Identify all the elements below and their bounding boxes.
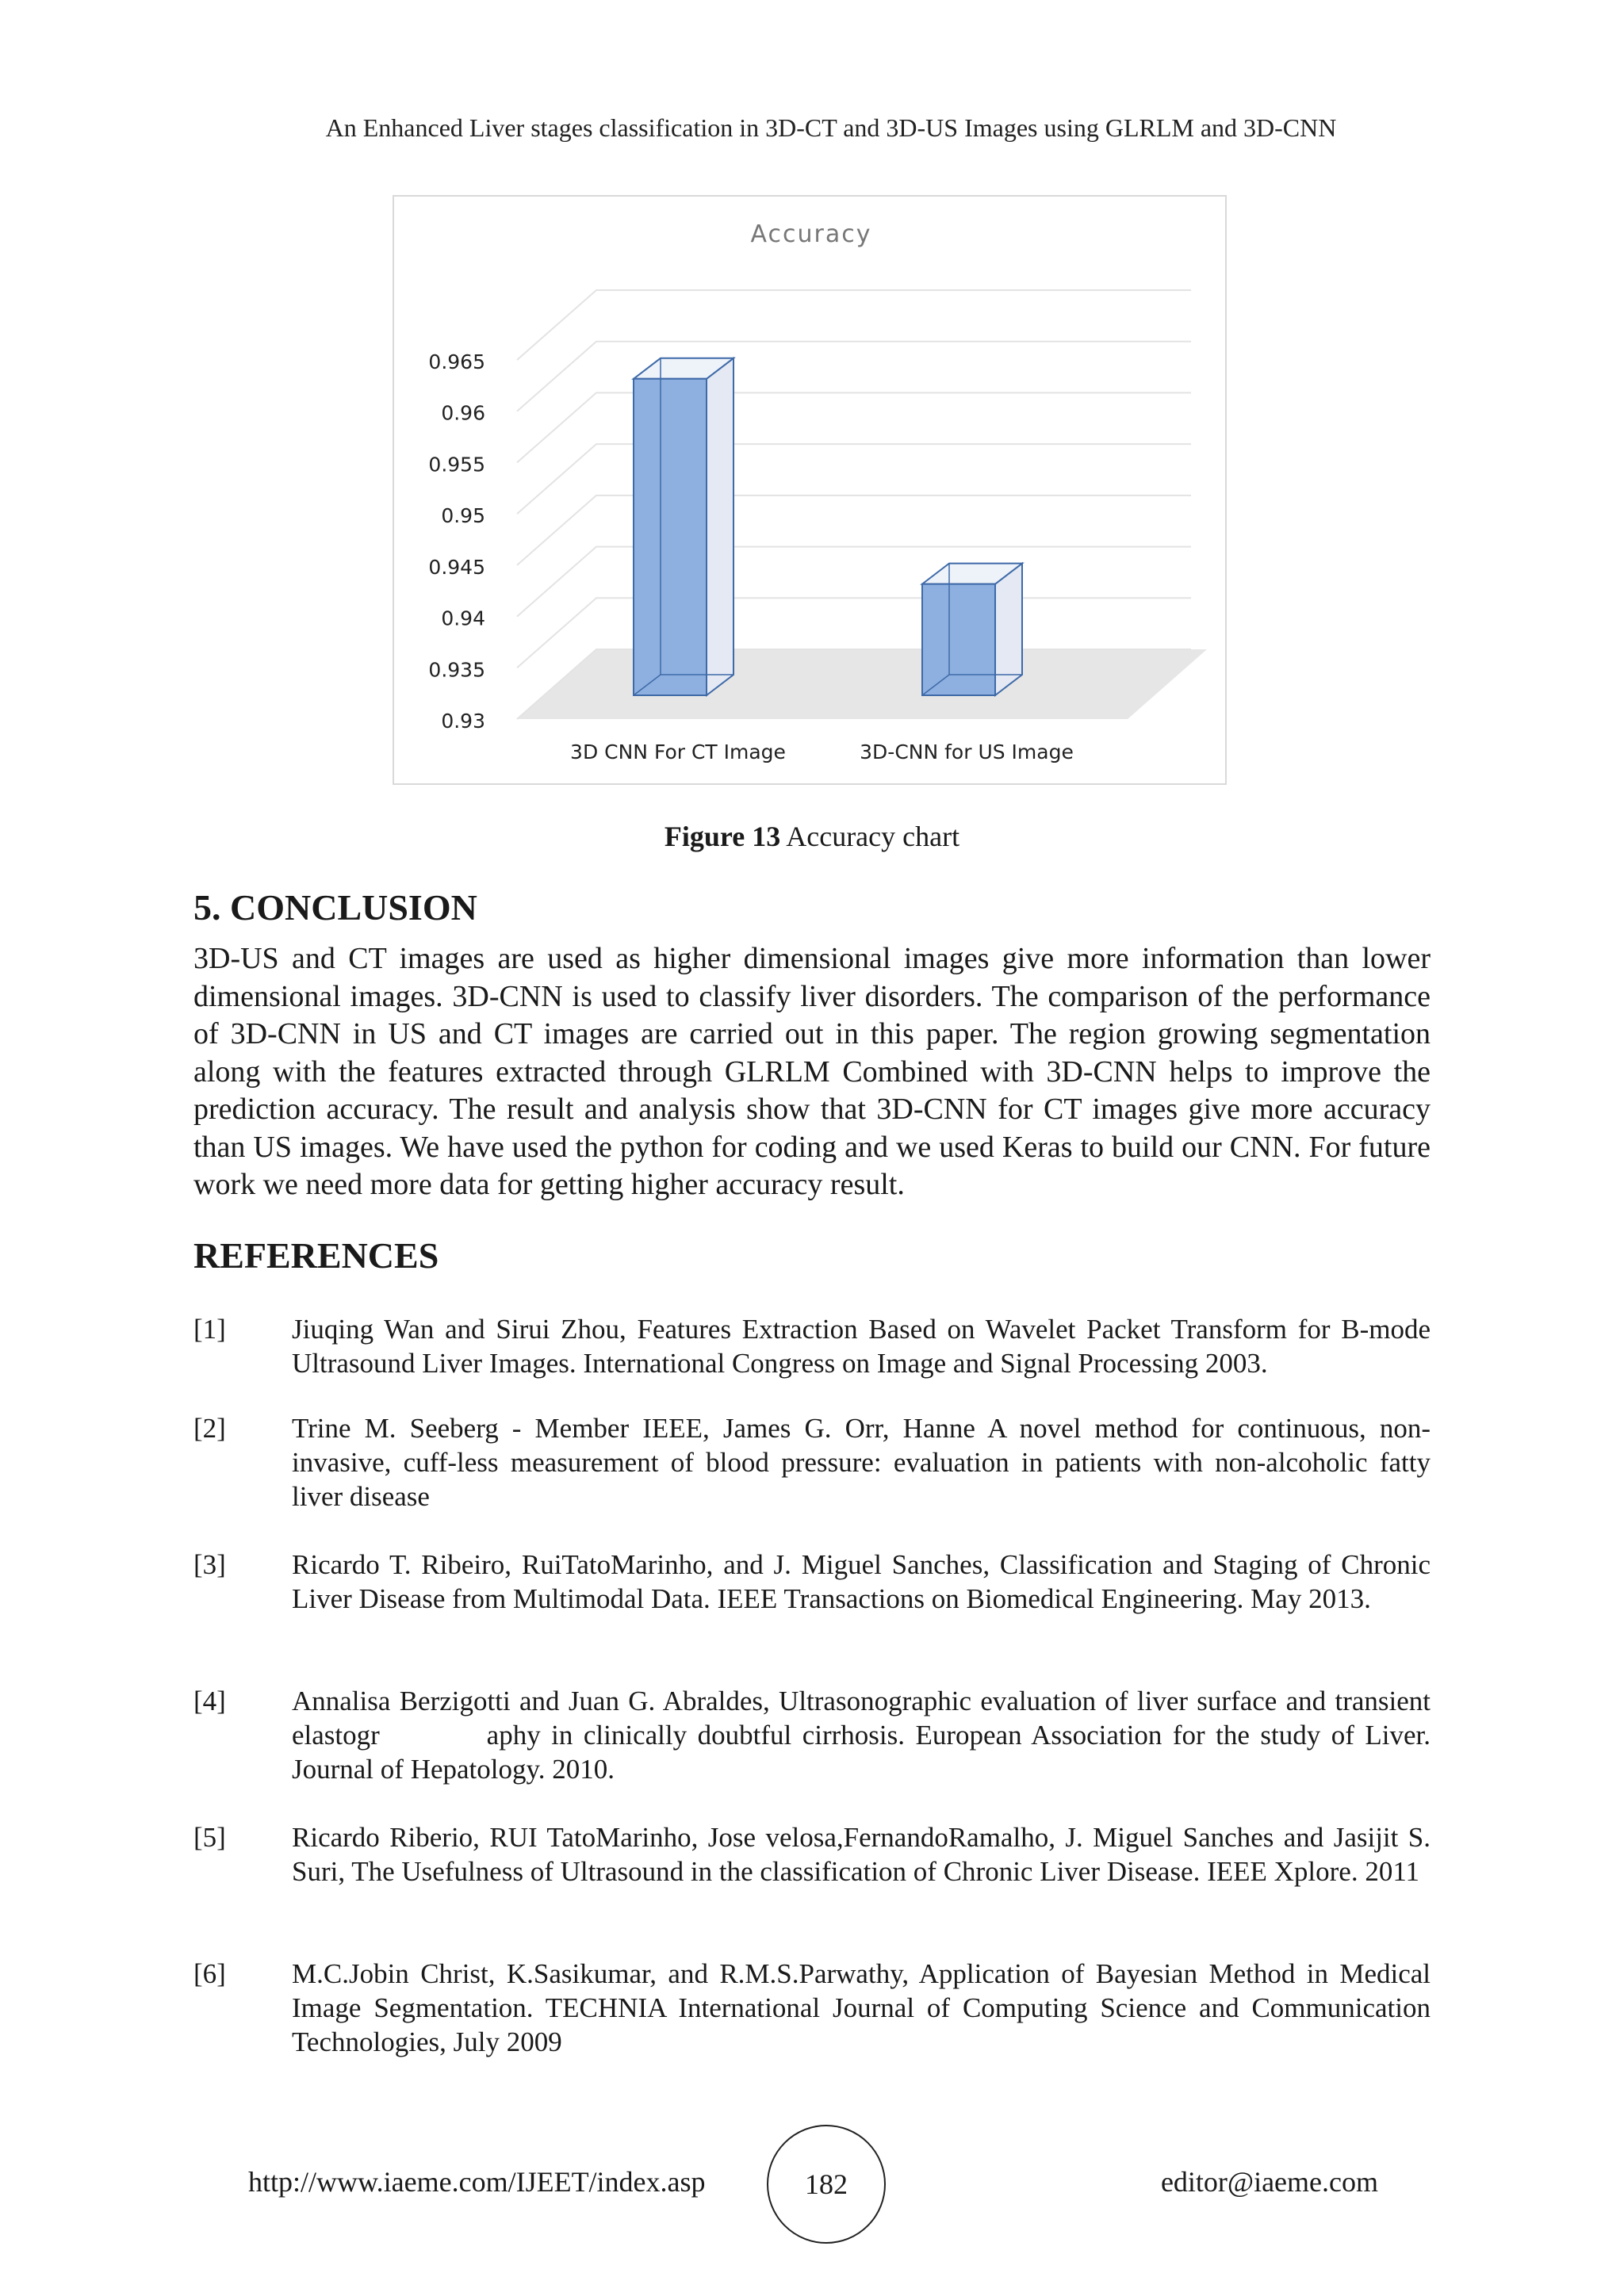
footer-url-link[interactable]: http://www.iaeme.com/IJEET/index.asp bbox=[248, 2166, 706, 2198]
figure-caption-text: Accuracy chart bbox=[786, 821, 960, 852]
y-tick-label: 0.96 bbox=[441, 401, 485, 425]
conclusion-paragraph: 3D-US and CT images are used as higher dimensional images give more information than lower dimensional images. 3D-CNN is used to classify liver disorders. The comparison of the performance of 3D-CNN in US and CT images are carried out in this paper. The region growing segmentation along with the features extracted through GLRLM Combined with 3D-CNN helps to improve the prediction accuracy. The result and analysis show that 3D-CNN for CT images give more accuracy than US images. We have used the python for coding and we used Keras to build our CNN. For future work we need more data for getting higher accuracy result. bbox=[193, 942, 1431, 1201]
reference-text: Jiuqing Wan and Sirui Zhou, Features Extraction Based on Wavelet Packet Transform for B-mode Ultrasound Liver Images. International Congress on Image and Signal Processing 2003. bbox=[292, 1314, 1431, 1379]
running-header: An Enhanced Liver stages classification in 3D-CT and 3D-US Images using GLRLM and 3D-CNN bbox=[325, 113, 1337, 142]
y-tick-label: 0.95 bbox=[441, 504, 485, 528]
bar-side bbox=[995, 564, 1022, 695]
chart-title: Accuracy bbox=[750, 220, 872, 248]
gridline bbox=[517, 290, 1191, 360]
reference-text: Annalisa Berzigotti and Juan G. Abraldes, Ultrasonographic evaluation of liver surface and transient elastogr aphy in clinically doubtful cirrhosis. European Association for the study of Liver. Journal of Hepatology. 2010. bbox=[292, 1686, 1438, 1785]
chart-floor bbox=[517, 649, 1207, 719]
gridline bbox=[517, 342, 1191, 411]
gridline bbox=[517, 496, 1191, 565]
reference-number: [3] bbox=[193, 1549, 226, 1580]
reference-text: Ricardo Riberio, RUI TatoMarinho, Jose velosa,FernandoRamalho, J. Miguel Sanches and Jasijit S. Suri, The Usefulness of Ultrasound in the classification of Chronic Liver Disease. IEEE Xplore. 2011 bbox=[292, 1822, 1431, 1887]
gridline bbox=[517, 444, 1191, 514]
gridline bbox=[517, 392, 1191, 462]
reference-number: [5] bbox=[193, 1822, 226, 1853]
x-tick-label: 3D-CNN for US Image bbox=[860, 740, 1074, 763]
reference-number: [4] bbox=[193, 1686, 226, 1716]
reference-text: Ricardo T. Ribeiro, RuiTatoMarinho, and J. Miguel Sanches, Classification and Staging of Chronic Liver Disease from Multimodal Data. IEEE Transactions on Biomedical Engineering. May 2013. bbox=[292, 1549, 1431, 1614]
reference-item bbox=[193, 1548, 1431, 1616]
reference-item bbox=[193, 1957, 1431, 2059]
figure-label: Figure 13 bbox=[664, 821, 781, 852]
y-tick-label: 0.965 bbox=[428, 350, 485, 373]
y-tick-label: 0.955 bbox=[428, 453, 485, 476]
y-tick-label: 0.945 bbox=[428, 555, 485, 579]
bar-side bbox=[707, 358, 733, 695]
reference-number: [6] bbox=[193, 1958, 226, 1989]
page-number: 182 bbox=[805, 2168, 848, 2200]
reference-item bbox=[193, 1312, 1431, 1380]
page-number-badge bbox=[767, 2125, 886, 2244]
footer-email-link[interactable]: editor@iaeme.com bbox=[1160, 2166, 1378, 2198]
reference-number: [1] bbox=[193, 1314, 226, 1345]
reference-number: [2] bbox=[193, 1413, 226, 1444]
reference-item bbox=[193, 1684, 1438, 1786]
y-tick-label: 0.93 bbox=[441, 710, 485, 733]
reference-text: Trine M. Seeberg - Member IEEE, James G. Orr, Hanne A novel method for continuous, non-invasive, cuff-less measurement of blood pressure: evaluation in patients with non-alcoholic fatty liver disease bbox=[292, 1413, 1431, 1512]
reference-item bbox=[193, 1820, 1431, 1888]
references-heading: REFERENCES bbox=[193, 1235, 439, 1276]
gridline bbox=[517, 547, 1191, 617]
figure-caption bbox=[0, 820, 1624, 853]
accuracy-chart bbox=[393, 195, 1227, 785]
bar bbox=[922, 584, 995, 695]
conclusion-heading: 5. CONCLUSION bbox=[193, 887, 477, 928]
bar bbox=[634, 379, 707, 695]
x-tick-label: 3D CNN For CT Image bbox=[570, 740, 786, 763]
reference-text: M.C.Jobin Christ, K.Sasikumar, and R.M.S.Parwathy, Application of Bayesian Method in Medical Image Segmentation. TECHNIA International Journal of Computing Science and Communication Technologies, July 2009 bbox=[292, 1958, 1431, 2057]
y-tick-label: 0.94 bbox=[441, 607, 485, 630]
accuracy-chart-svg bbox=[394, 197, 1228, 786]
y-tick-label: 0.935 bbox=[428, 658, 485, 682]
reference-item bbox=[193, 1411, 1431, 1513]
